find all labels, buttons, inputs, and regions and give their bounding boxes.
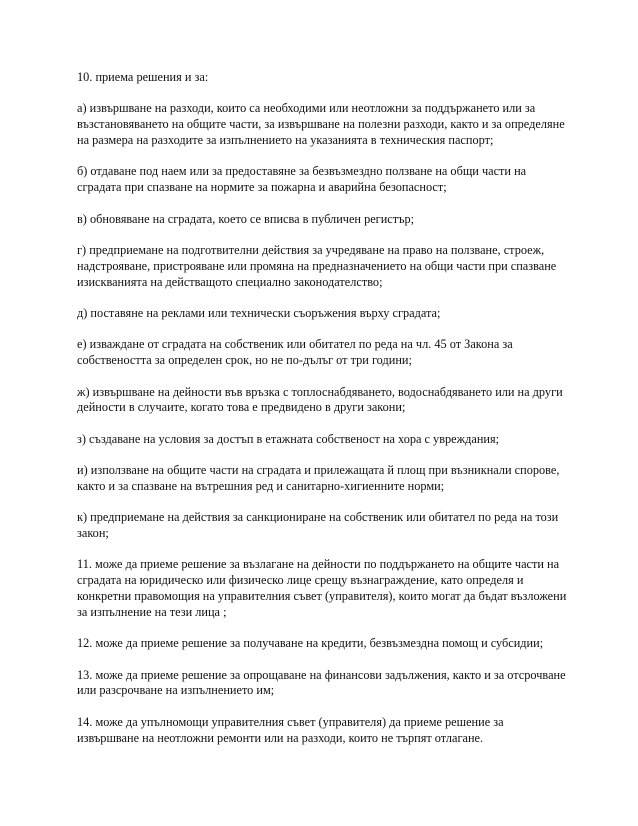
paragraph-item-14: 14. може да упълномощи управителния съвет (управителя) да приеме решение за извършване на неотложни ремонти или на разходи, които не търпят отлагане. [77, 714, 504, 745]
paragraph-item-12: 12. може да приеме решение за получаване на кредити, безвъзмездна помощ и субсидии; [77, 636, 544, 651]
paragraph-item-10: 10. приема решения и за: [77, 70, 209, 84]
paragraph-subitem-z: з) създаване на условия за достъп в етажната собственост на хора с увреждания; [77, 431, 500, 446]
paragraph-subitem-d: д) поставяне на реклами или технически съоръжения върху сградата; [77, 305, 441, 320]
paragraph-subitem-a: а) извършване на разходи, които са необходими или неотложни за поддържането или за възстановяването на общите части, за извършване на полезни разходи, както и за определяне на размера на разходите за изпълнението на указанията в техническия паспорт; [77, 101, 565, 147]
paragraph-subitem-zh: ж) извършване на дейности във връзка с топлоснабдяването, водоснабдяването или на други дейности в случаите, когато това е предвидено в други закони; [77, 384, 563, 415]
document-body [77, 70, 567, 746]
paragraph-subitem-e: е) изваждане от сградата на собственик или обитател по реда на чл. 45 от Закона за собствеността за определен срок, но не по-дълъг от три години; [77, 337, 513, 368]
paragraph-item-13: 13. може да приеме решение за опрощаване на финансови задължения, както и за отсрочване или разсрочване на изпълнението им; [77, 667, 566, 698]
paragraph-subitem-i: и) използване на общите части на сградата и прилежащата й площ при възникнали спорове, както и за спазване на вътрешния ред и санитарно-хигиенните норми; [77, 463, 560, 493]
paragraph-subitem-g: г) предприемане на подготвителни действия за учредяване на право на ползване, строеж, надстрояване, пристрояване или промяна на предназначението на общи части при спазване изискванията на действащото специално законодателство; [77, 242, 557, 289]
paragraph-subitem-b: б) отдаване под наем или за предоставяне за безвъзмездно ползване на общи части на сградата при спазване на нормите за пожарна и аварийна безопасност; [77, 164, 527, 195]
paragraph-item-11: 11. може да приеме решение за възлагане на дейности по поддържането на общите части на сградата на юридическо или физическо лице срещу възнаграждение, като определя и конкретни правомощия на управителния съвет (управителя), които могат да бъдат възложени за изпълнение на тези лица ; [77, 557, 567, 619]
paragraph-subitem-v: в) обновяване на сградата, което се вписва в публичен регистър; [77, 211, 415, 226]
paragraph-subitem-k: к) предприемане на действия за санкциониране на собственик или обитател по реда на този закон; [77, 510, 559, 541]
